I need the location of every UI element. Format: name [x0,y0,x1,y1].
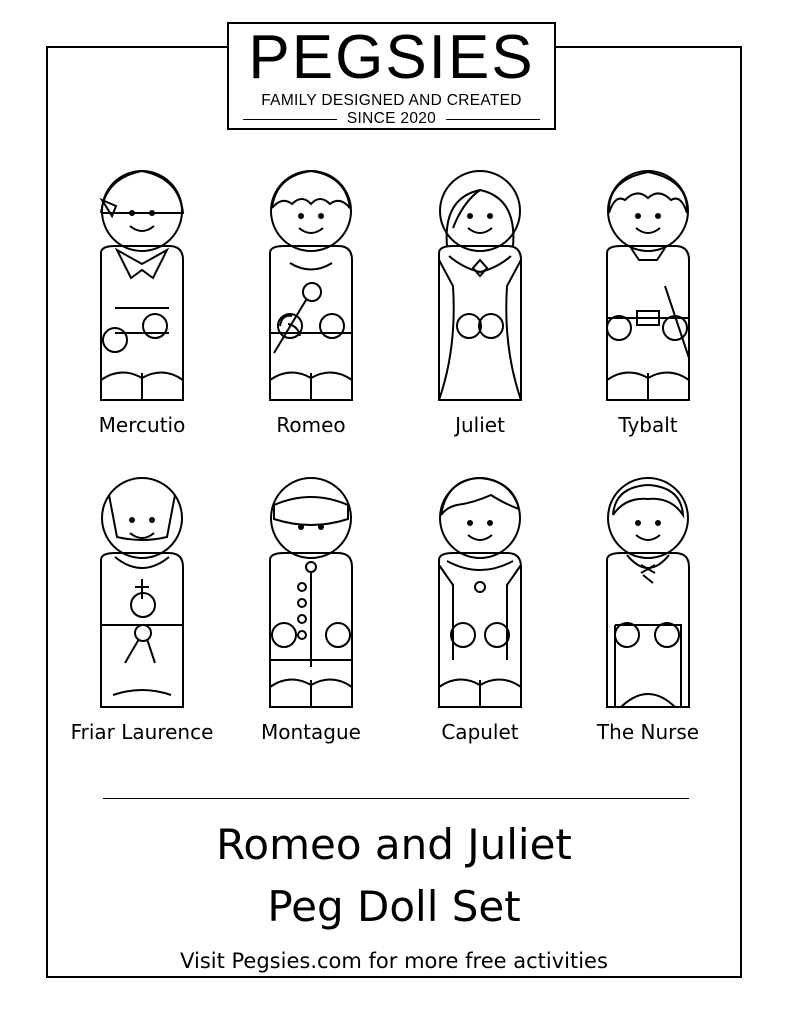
since-rule-left [243,119,337,120]
doll-card [433,475,527,744]
doll-card [596,475,700,744]
logo-since-row [243,110,540,128]
pegsies-logo [227,22,556,130]
doll-card [601,168,695,437]
doll-card [261,475,361,744]
doll-name: Romeo [276,413,346,437]
doll-name: The Nurse [596,720,700,744]
tybalt-doll-icon [601,168,695,403]
doll-name: Tybalt [618,413,678,437]
doll-card [433,168,527,437]
divider [103,798,689,799]
doll-card [95,168,189,437]
logo-title: PEGSIES [248,23,535,92]
romeo-doll-icon [264,168,358,403]
doll-name: Capulet [441,720,519,744]
doll-name: Juliet [455,413,505,437]
doll-name: Friar Laurence [70,720,214,744]
doll-card [264,168,358,437]
doll-card [70,475,214,744]
the-nurse-doll-icon [601,475,695,710]
mercutio-doll-icon [95,168,189,403]
doll-name: Mercutio [98,413,186,437]
since-rule-right [446,119,540,120]
footer-text: Visit Pegsies.com for more free activities [180,949,608,973]
title-line-2: Peg Doll Set [267,882,521,931]
capulet-doll-icon [433,475,527,710]
juliet-doll-icon [433,168,527,403]
logo-tagline: FAMILY DESIGNED AND CREATED [261,92,522,109]
title-line-1: Romeo and Juliet [216,820,572,869]
doll-name: Montague [261,720,361,744]
logo-since: SINCE 2020 [346,110,437,127]
friar-laurence-doll-icon [95,475,189,710]
montague-doll-icon [264,475,358,710]
